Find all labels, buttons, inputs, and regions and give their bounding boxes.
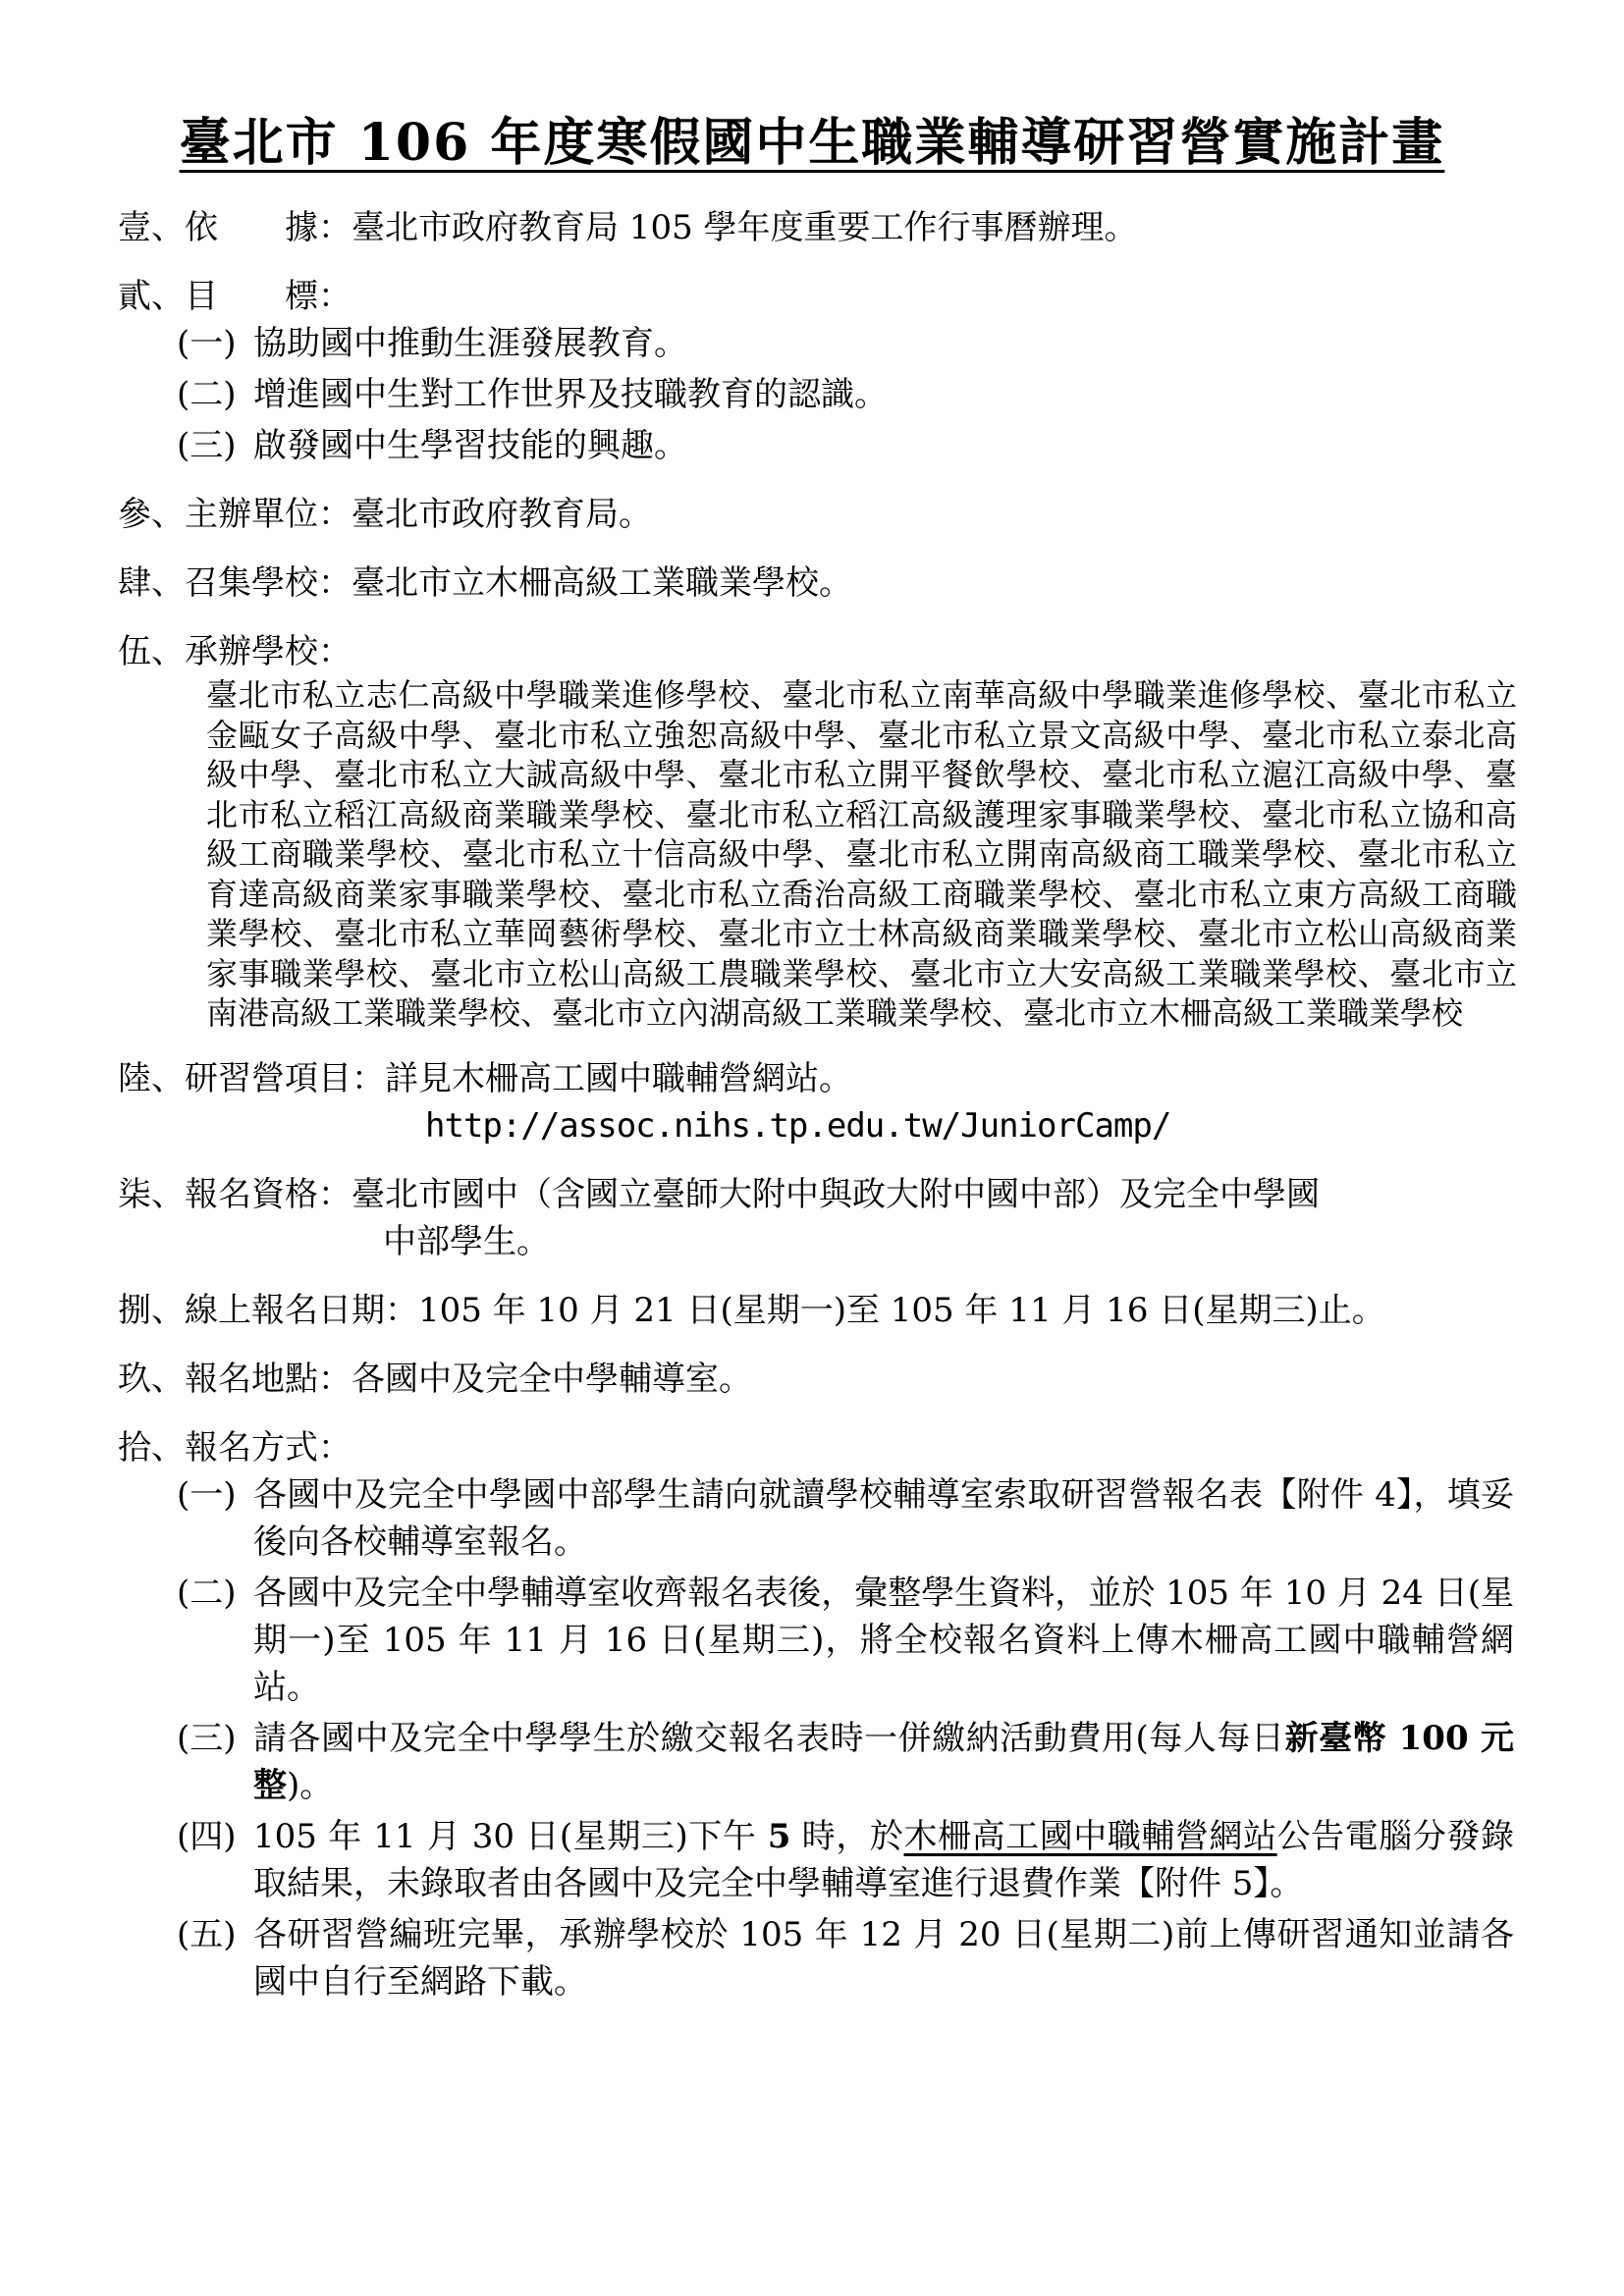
section-text: 各國中及完全中學輔導室。 [352,1359,752,1399]
section-label: 柒、報名資格： [118,1174,352,1214]
goal-item: (一) 協助國中推動生涯發展教育。 [177,324,687,363]
fee-amount: 新臺幣 100 元整 [253,1718,1514,1805]
host-schools-list: 臺北市私立志仁高級中學職業進修學校、臺北市私立南華高級中學職業進修學校、臺北市私立金甌女子高級中學、臺北市私立強恕高級中學、臺北市私立景文高級中學、臺北市私立泰北高級中學、臺北市私立大誠高級中學、臺北市私立開平餐飲學校、臺北市私立滬江高級中學、臺北市私立稻江高級商業職業學校、臺北市私立稻江高級護理家事職業學校、臺北市私立協和高級工商職業學校、臺北市私立十信高級中學、臺北市私立開南高級商工職業學校、臺北市私立育達高級商業家事職業學校、臺北市私立喬治高級工商職業學校、臺北市私立東方高級工商職業學校、臺北市私立華岡藝術學校、臺北市立士林高級商業職業學校、臺北市立松山高級商業家事職業學校、臺北市立松山高級工農職業學校、臺北市立大安高級工業職業學校、臺北市立南港高級工業職業學校、臺北市立內湖高級工業職業學校、臺北市立木柵高級工業職業學校 [206,676,1517,1032]
section-basis [118,204,1512,251]
section-label: 貳、目 標： [118,277,352,316]
section-label: 伍、承辦學校： [118,632,352,671]
section-online-dates [118,1287,1512,1334]
section-label: 陸、研習營項目： [118,1058,385,1098]
section-text: 臺北市政府教育局。 [352,495,652,534]
method-item: (四) 105 年 11 月 30 日(星期三)下午 5 時，於木柵高工國中職輔營網站公告電腦分發錄取結果，未錄取者由各國中及完全中學輔導室進行退費作業【附件 5】。 [177,1816,1514,1903]
section-label: 參、主辦單位： [118,495,352,534]
goal-item: (二) 增進國中生對工作世界及技職教育的認識。 [177,375,888,414]
section-text: 詳見木柵高工國中職輔營網站。 [385,1058,852,1098]
method-item: (三) 請各國中及完全中學學生於繳交報名表時一併繳納活動費用(每人每日新臺幣 100 元整)。 [177,1718,1514,1805]
section-goals [118,273,1512,469]
section-label: 壹、依 據： [118,208,352,247]
section-label: 拾、報名方式： [118,1427,352,1468]
method-item: (二) 各國中及完全中學輔導室收齊報名表後，彙整學生資料，並於 105 年 10 月 24 日(星期一)至 105 年 11 月 16 日(星期三)，將全校報名資料上傳木柵高工國中職輔營網站。 [177,1573,1514,1707]
section-label: 捌、線上報名日期： [118,1290,418,1330]
section-label: 玖、報名地點： [118,1359,352,1399]
section-text: 臺北市國中（含國立臺師大附中與政大附中國中部）及完全中學國 [352,1174,1320,1214]
section-convener [118,560,1512,607]
section-camp-items [118,1055,1512,1149]
goal-item: (三) 啟發國中生學習技能的興趣。 [177,426,687,465]
section-text: 臺北市立木柵高級工業職業學校。 [352,563,852,603]
section-hosts [118,628,1517,1034]
camp-website-url[interactable]: http://assoc.nihs.tp.edu.tw/JuniorCamp/ [425,1105,1171,1146]
method-item: (五) 各研習營編班完畢，承辦學校於 105 年 12 月 20 日(星期二)前上傳研習通知並請各國中自行至網路下載。 [177,1914,1514,2002]
camp-website-link[interactable]: 木柵高工國中職輔營網站 [903,1816,1277,1856]
section-eligibility [118,1171,1512,1265]
section-location [118,1356,1512,1403]
method-item: (一) 各國中及完全中學國中部學生請向就讀學校輔導室索取研習營報名表【附件 4】，填妥後向各校輔導室報名。 [177,1474,1514,1562]
section-method [118,1424,1512,2005]
section-label: 肆、召集學校： [118,563,352,603]
section-text: 105 年 10 月 21 日(星期一)至 105 年 11 月 16 日(星期三)止。 [418,1290,1385,1330]
section-text: 臺北市政府教育局 105 學年度重要工作行事曆辦理。 [352,208,1138,247]
section-organizer [118,491,1512,538]
document-title: 臺北市 106 年度寒假國中生職業輔導研習營實施計畫 [179,113,1445,173]
section-text-continued: 中部學生。 [383,1221,550,1261]
